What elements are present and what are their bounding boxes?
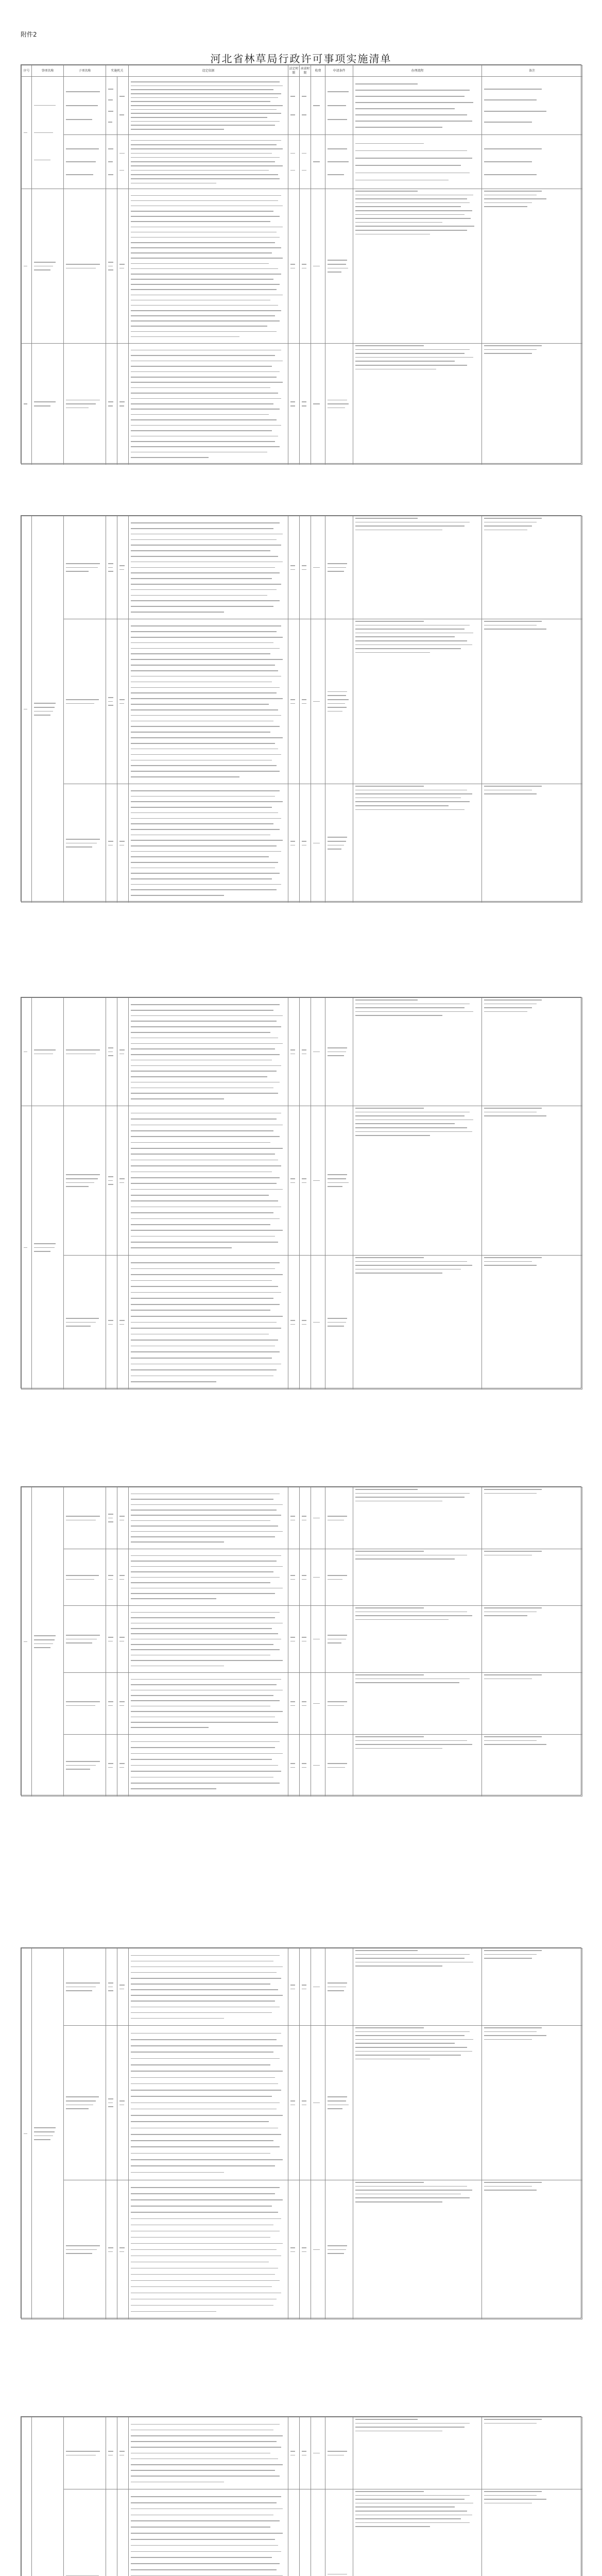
short-cell — [288, 189, 300, 344]
remark-cell — [482, 1606, 582, 1673]
process-cell — [353, 998, 482, 1106]
table-row — [22, 1948, 582, 2026]
basis-cell — [129, 189, 288, 344]
short-cell — [288, 77, 300, 135]
short-cell — [106, 77, 117, 135]
process-cell — [353, 1549, 482, 1606]
process-cell — [353, 516, 482, 619]
table-row — [22, 2026, 582, 2180]
header-cell: 收费 — [311, 65, 325, 77]
short-cell — [117, 1256, 129, 1389]
remark-cell — [482, 135, 582, 189]
fee-cell — [311, 1256, 325, 1389]
item-name-cell — [32, 1106, 64, 1389]
short-cell — [117, 1948, 129, 2026]
short-cell — [117, 1673, 129, 1735]
short-cell — [106, 1948, 117, 2026]
remark-cell — [482, 1256, 582, 1389]
short-cell — [288, 1487, 300, 1549]
condition-cell — [325, 1606, 353, 1673]
remark-cell — [482, 784, 582, 903]
table-row — [22, 1606, 582, 1673]
permit-table — [21, 516, 582, 903]
short-cell — [288, 2180, 300, 2319]
item-name-cell — [32, 189, 64, 344]
condition-cell — [325, 2417, 353, 2489]
condition-cell — [325, 1106, 353, 1256]
short-cell — [300, 998, 311, 1106]
basis-cell — [129, 784, 288, 903]
short-cell — [117, 2026, 129, 2180]
item-name-cell — [32, 1948, 64, 2319]
header-cell: 申请条件 — [325, 65, 353, 77]
table-row — [22, 344, 582, 465]
process-cell — [353, 1673, 482, 1735]
process-cell — [353, 1606, 482, 1673]
short-cell — [300, 619, 311, 784]
subitem-cell — [64, 1487, 106, 1549]
short-cell — [300, 1549, 311, 1606]
short-cell — [288, 998, 300, 1106]
short-cell — [106, 2417, 117, 2489]
permit-table — [21, 2417, 582, 2576]
process-cell — [353, 189, 482, 344]
basis-cell — [129, 1106, 288, 1256]
short-cell — [106, 2489, 117, 2576]
short-cell — [106, 516, 117, 619]
table-page-1 — [21, 64, 581, 464]
condition-cell — [325, 189, 353, 344]
short-cell — [106, 619, 117, 784]
basis-cell — [129, 2180, 288, 2319]
short-cell — [106, 1487, 117, 1549]
subitem-cell — [64, 1606, 106, 1673]
process-cell — [353, 1106, 482, 1256]
short-cell — [106, 1606, 117, 1673]
short-cell — [300, 1673, 311, 1735]
table-row — [22, 1549, 582, 1606]
short-cell — [300, 189, 311, 344]
process-cell — [353, 2489, 482, 2576]
subitem-cell — [64, 135, 106, 189]
row-number-cell — [22, 1106, 32, 1389]
subitem-cell — [64, 784, 106, 903]
condition-cell — [325, 1673, 353, 1735]
short-cell — [300, 1948, 311, 2026]
header-cell: 设定依据 — [129, 65, 288, 77]
process-cell — [353, 2417, 482, 2489]
short-cell — [288, 1549, 300, 1606]
short-cell — [288, 784, 300, 903]
basis-cell — [129, 1487, 288, 1549]
short-cell — [300, 516, 311, 619]
subitem-cell — [64, 77, 106, 135]
short-cell — [300, 1106, 311, 1256]
basis-cell — [129, 1549, 288, 1606]
subitem-cell — [64, 1549, 106, 1606]
appendix-label: 附件2 — [21, 31, 37, 38]
basis-cell — [129, 619, 288, 784]
short-cell — [117, 998, 129, 1106]
condition-cell — [325, 1948, 353, 2026]
process-cell — [353, 135, 482, 189]
short-cell — [288, 1735, 300, 1797]
short-cell — [106, 1735, 117, 1797]
subitem-cell — [64, 1948, 106, 2026]
table-row — [22, 1673, 582, 1735]
header-cell: 事项名称 — [32, 65, 64, 77]
basis-cell — [129, 1673, 288, 1735]
short-cell — [300, 784, 311, 903]
subitem-cell — [64, 2417, 106, 2489]
condition-cell — [325, 784, 353, 903]
short-cell — [106, 344, 117, 465]
short-cell — [300, 135, 311, 189]
condition-cell — [325, 516, 353, 619]
short-cell — [288, 1106, 300, 1256]
table-row — [22, 135, 582, 189]
table-row — [22, 1106, 582, 1256]
condition-cell — [325, 1549, 353, 1606]
short-cell — [106, 784, 117, 903]
fee-cell — [311, 619, 325, 784]
short-cell — [117, 135, 129, 189]
document-title: 河北省林草局行政许可事项实施清单 — [210, 53, 392, 65]
short-cell — [106, 135, 117, 189]
table-page-4 — [21, 1486, 581, 1795]
process-cell — [353, 619, 482, 784]
process-cell — [353, 344, 482, 465]
short-cell — [300, 1606, 311, 1673]
fee-cell — [311, 1735, 325, 1797]
table-page-5 — [21, 1947, 581, 2318]
short-cell — [117, 1106, 129, 1256]
table-page-2 — [21, 515, 581, 902]
fee-cell — [311, 2180, 325, 2319]
table-row — [22, 77, 582, 135]
condition-cell — [325, 344, 353, 465]
process-cell — [353, 784, 482, 903]
remark-cell — [482, 1673, 582, 1735]
short-cell — [117, 516, 129, 619]
subitem-cell — [64, 619, 106, 784]
condition-cell — [325, 1256, 353, 1389]
fee-cell — [311, 1106, 325, 1256]
short-cell — [106, 2180, 117, 2319]
process-cell — [353, 2026, 482, 2180]
short-cell — [106, 189, 117, 344]
process-cell — [353, 77, 482, 135]
header-cell: 备注 — [482, 65, 582, 77]
item-name-cell — [32, 1487, 64, 1797]
basis-cell — [129, 135, 288, 189]
subitem-cell — [64, 1256, 106, 1389]
basis-cell — [129, 77, 288, 135]
short-cell — [300, 2026, 311, 2180]
remark-cell — [482, 189, 582, 344]
item-name-cell — [32, 77, 64, 189]
fee-cell — [311, 516, 325, 619]
short-cell — [288, 2026, 300, 2180]
fee-cell — [311, 1549, 325, 1606]
short-cell — [300, 77, 311, 135]
short-cell — [288, 1673, 300, 1735]
header-cell: 实施机关 — [106, 65, 129, 77]
short-cell — [106, 1549, 117, 1606]
fee-cell — [311, 1606, 325, 1673]
remark-cell — [482, 1948, 582, 2026]
table-row — [22, 1487, 582, 1549]
subitem-cell — [64, 2489, 106, 2576]
short-cell — [300, 2417, 311, 2489]
row-number-cell — [22, 2417, 32, 2576]
short-cell — [117, 344, 129, 465]
short-cell — [288, 1256, 300, 1389]
fee-cell — [311, 189, 325, 344]
table-row — [22, 1735, 582, 1797]
remark-cell — [482, 1487, 582, 1549]
short-cell — [300, 1735, 311, 1797]
fee-cell — [311, 77, 325, 135]
remark-cell — [482, 1106, 582, 1256]
table-page-3 — [21, 997, 581, 1388]
table-page-6 — [21, 2416, 581, 2576]
fee-cell — [311, 2026, 325, 2180]
basis-cell — [129, 344, 288, 465]
basis-cell — [129, 2489, 288, 2576]
short-cell — [288, 1948, 300, 2026]
condition-cell — [325, 77, 353, 135]
table-row — [22, 784, 582, 903]
short-cell — [117, 1487, 129, 1549]
short-cell — [117, 2180, 129, 2319]
condition-cell — [325, 135, 353, 189]
permit-table — [21, 997, 582, 1389]
remark-cell — [482, 2417, 582, 2489]
remark-cell — [482, 77, 582, 135]
subitem-cell — [64, 998, 106, 1106]
remark-cell — [482, 2180, 582, 2319]
permit-table — [21, 1948, 582, 2319]
row-number-cell — [22, 344, 32, 465]
short-cell — [106, 2026, 117, 2180]
table-row — [22, 619, 582, 784]
short-cell — [288, 619, 300, 784]
basis-cell — [129, 1606, 288, 1673]
process-cell — [353, 1256, 482, 1389]
basis-cell — [129, 2026, 288, 2180]
header-cell: 承诺时限 — [300, 65, 311, 77]
short-cell — [288, 135, 300, 189]
table-row — [22, 2417, 582, 2489]
process-cell — [353, 1948, 482, 2026]
short-cell — [300, 1256, 311, 1389]
row-number-cell — [22, 1948, 32, 2319]
remark-cell — [482, 344, 582, 465]
short-cell — [117, 784, 129, 903]
basis-cell — [129, 1948, 288, 2026]
row-number-cell — [22, 1487, 32, 1797]
remark-cell — [482, 1549, 582, 1606]
remark-cell — [482, 516, 582, 619]
basis-cell — [129, 2417, 288, 2489]
short-cell — [106, 1673, 117, 1735]
remark-cell — [482, 1735, 582, 1797]
fee-cell — [311, 344, 325, 465]
subitem-cell — [64, 344, 106, 465]
table-row — [22, 516, 582, 619]
condition-cell — [325, 998, 353, 1106]
condition-cell — [325, 2489, 353, 2576]
fee-cell — [311, 135, 325, 189]
table-row — [22, 2180, 582, 2319]
remark-cell — [482, 619, 582, 784]
fee-cell — [311, 1948, 325, 2026]
subitem-cell — [64, 516, 106, 619]
short-cell — [117, 189, 129, 344]
short-cell — [106, 1106, 117, 1256]
short-cell — [300, 344, 311, 465]
short-cell — [117, 2417, 129, 2489]
subitem-cell — [64, 2180, 106, 2319]
remark-cell — [482, 2489, 582, 2576]
subitem-cell — [64, 1106, 106, 1256]
process-cell — [353, 1735, 482, 1797]
short-cell — [300, 2489, 311, 2576]
basis-cell — [129, 1735, 288, 1797]
row-number-cell — [22, 998, 32, 1106]
condition-cell — [325, 1735, 353, 1797]
short-cell — [117, 1606, 129, 1673]
header-cell: 办理流程 — [353, 65, 482, 77]
item-name-cell — [32, 998, 64, 1106]
short-cell — [300, 1487, 311, 1549]
item-name-cell — [32, 344, 64, 465]
row-number-cell — [22, 516, 32, 903]
short-cell — [288, 344, 300, 465]
remark-cell — [482, 998, 582, 1106]
header-cell: 序号 — [22, 65, 32, 77]
fee-cell — [311, 2489, 325, 2576]
header-cell: 子项名称 — [64, 65, 106, 77]
basis-cell — [129, 516, 288, 619]
short-cell — [117, 1549, 129, 1606]
process-cell — [353, 1487, 482, 1549]
basis-cell — [129, 998, 288, 1106]
short-cell — [106, 1256, 117, 1389]
header-cell: 法定时限 — [288, 65, 300, 77]
subitem-cell — [64, 2026, 106, 2180]
table-row — [22, 998, 582, 1106]
fee-cell — [311, 784, 325, 903]
row-number-cell — [22, 189, 32, 344]
item-name-cell — [32, 2417, 64, 2576]
condition-cell — [325, 2180, 353, 2319]
row-number-cell — [22, 77, 32, 189]
table-row — [22, 1256, 582, 1389]
table-row — [22, 189, 582, 344]
subitem-cell — [64, 1735, 106, 1797]
condition-cell — [325, 1487, 353, 1549]
short-cell — [300, 2180, 311, 2319]
short-cell — [106, 998, 117, 1106]
process-cell — [353, 2180, 482, 2319]
short-cell — [117, 619, 129, 784]
fee-cell — [311, 1673, 325, 1735]
fee-cell — [311, 998, 325, 1106]
short-cell — [288, 516, 300, 619]
header-row — [22, 65, 582, 77]
table-row — [22, 2489, 582, 2576]
fee-cell — [311, 2417, 325, 2489]
short-cell — [117, 77, 129, 135]
subitem-cell — [64, 189, 106, 344]
short-cell — [117, 1735, 129, 1797]
condition-cell — [325, 619, 353, 784]
item-name-cell — [32, 516, 64, 903]
short-cell — [117, 2489, 129, 2576]
condition-cell — [325, 2026, 353, 2180]
short-cell — [288, 2489, 300, 2576]
basis-cell — [129, 1256, 288, 1389]
fee-cell — [311, 1487, 325, 1549]
short-cell — [288, 1606, 300, 1673]
subitem-cell — [64, 1673, 106, 1735]
short-cell — [288, 2417, 300, 2489]
remark-cell — [482, 2026, 582, 2180]
permit-table — [21, 1487, 582, 1797]
permit-table — [21, 65, 582, 465]
